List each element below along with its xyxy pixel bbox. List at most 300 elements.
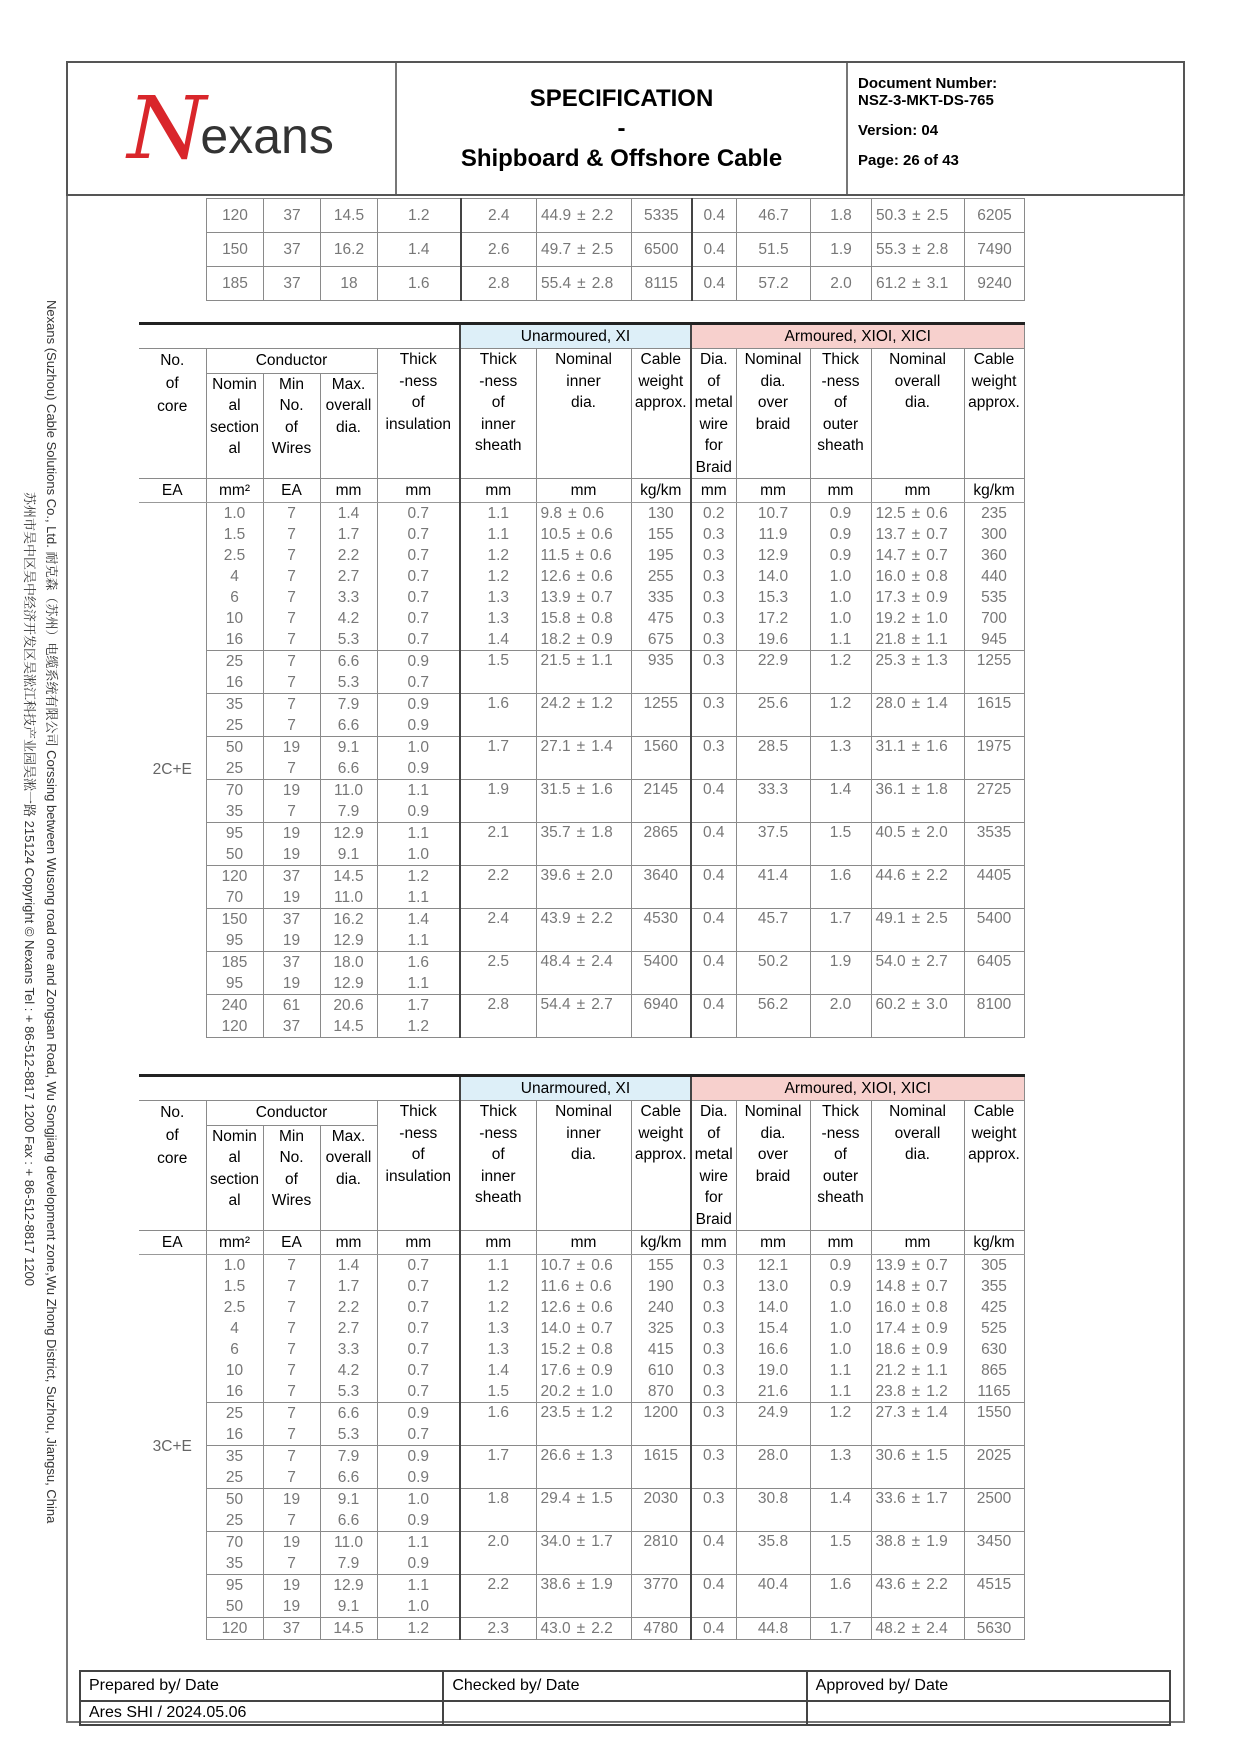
unit-label: mm: [460, 479, 536, 503]
spacer: [139, 324, 460, 349]
plus-minus-sign: ±: [576, 1256, 586, 1274]
armoured-weight: 700: [964, 608, 1024, 629]
conductor-max-dia: 6.6: [320, 1403, 377, 1425]
plus-minus-sign: ±: [576, 1340, 586, 1358]
inner-dia-value: 15.2: [540, 1340, 571, 1358]
conductor-max-dia: 6.6: [320, 1467, 377, 1489]
conductor-section: 240: [206, 995, 263, 1017]
conductor-max-dia: 12.9: [320, 823, 377, 845]
overall-dia-tolerance: 2.5: [926, 910, 948, 927]
overall-dia-tolerance: 3.1: [926, 274, 949, 292]
plus-minus-sign: ±: [576, 953, 586, 970]
armoured-weight: 1255: [964, 651, 1024, 694]
inner-sheath: 1.1: [460, 524, 536, 545]
outer-sheath: 1.6: [810, 866, 871, 909]
conductor-max-dia: 5.3: [320, 629, 377, 651]
plus-minus-sign: ±: [576, 652, 586, 669]
unarmoured-weight: 1560: [631, 737, 691, 780]
insulation-thickness: 1.2: [377, 1618, 460, 1640]
title-cell: [397, 63, 848, 194]
conductor-section: 25: [206, 1467, 263, 1489]
plus-minus-sign: ±: [911, 1277, 921, 1295]
plus-minus-sign: ±: [568, 504, 577, 522]
plus-minus-sign: ±: [576, 1319, 586, 1337]
table-row: [139, 1618, 1024, 1640]
armoured-weight: 4515: [964, 1575, 1024, 1618]
braid-wire-dia: 0.4: [692, 199, 737, 233]
conductor-wires: 7: [263, 1276, 320, 1297]
inner-sheath: 2.2: [460, 1575, 536, 1618]
inner-sheath: 2.8: [461, 267, 537, 301]
overall-dia-value: 18.6: [875, 1340, 906, 1358]
table-row: [139, 1339, 1024, 1360]
table-row: [139, 1318, 1024, 1339]
inner-dia-value: 34.0: [540, 1533, 571, 1550]
table-row: [139, 608, 1024, 629]
conductor-max-dia: 16.2: [321, 233, 378, 267]
insulation-thickness: 0.7: [377, 1297, 460, 1318]
armoured-weight: 6405: [964, 952, 1024, 995]
overall-dia-tolerance: 1.0: [926, 609, 948, 627]
plus-minus-sign: ±: [576, 695, 586, 712]
conductor-section: 70: [206, 1532, 263, 1554]
inner-dia-value: 13.9: [540, 588, 571, 606]
unit-label: mm: [736, 479, 810, 503]
inner-dia-value: 43.0: [540, 1619, 571, 1637]
insulation-thickness: 0.7: [377, 1339, 460, 1360]
inner-dia-tolerance: 1.7: [591, 1533, 613, 1550]
inner-dia: [536, 1532, 631, 1575]
table-row: [139, 1489, 1024, 1511]
unit-label: kg/km: [964, 1231, 1024, 1255]
group-unarmoured: Unarmoured, XI: [460, 1076, 691, 1101]
conductor-wires: 19: [263, 823, 320, 845]
outer-sheath: 1.0: [810, 1297, 871, 1318]
inner-dia: [536, 694, 631, 737]
inner-dia: [536, 545, 631, 566]
braid-wire-dia: 0.4: [692, 267, 737, 301]
braid-wire-dia: 0.3: [691, 651, 736, 694]
conductor-section: 50: [206, 844, 263, 866]
unarmoured-weight: 1255: [631, 694, 691, 737]
overall-dia: [871, 587, 964, 608]
braid-dia: 37.5: [736, 823, 810, 866]
col-wire-dia: Dia. of metal wire for Braid: [691, 349, 736, 479]
overall-dia-tolerance: 1.6: [926, 738, 948, 755]
braid-wire-dia: 0.3: [691, 1403, 736, 1446]
insulation-thickness: 1.0: [377, 1596, 460, 1618]
inner-dia-value: 54.4: [540, 996, 571, 1013]
braid-wire-dia: 0.3: [691, 1255, 736, 1277]
overall-dia: [871, 651, 964, 694]
conductor-wires: 7: [263, 801, 320, 823]
outer-sheath: 1.9: [811, 233, 872, 267]
inner-dia-tolerance: 0.7: [591, 1319, 613, 1337]
col-section: Nomin al section al: [206, 1125, 263, 1230]
document-header: [66, 61, 1185, 196]
overall-dia-value: 61.2: [876, 274, 907, 292]
inner-dia-tolerance: 2.4: [591, 953, 613, 970]
inner-dia-value: 23.5: [540, 1404, 571, 1421]
overall-dia-tolerance: 0.7: [926, 546, 948, 564]
armoured-weight: 440: [964, 566, 1024, 587]
unit-label: mm: [871, 479, 964, 503]
plus-minus-sign: ±: [912, 206, 921, 224]
core-label: 2C+E: [152, 761, 192, 779]
unarmoured-weight: 325: [631, 1318, 691, 1339]
inner-dia: [536, 780, 631, 823]
insulation-thickness: 1.4: [377, 909, 460, 931]
col-section: Nomin al section al: [206, 373, 263, 478]
overall-dia-value: 36.1: [875, 781, 906, 798]
inner-sheath: 1.4: [460, 629, 536, 651]
overall-dia-value: 12.5: [875, 504, 906, 522]
plus-minus-sign: ±: [911, 588, 921, 606]
inner-dia-value: 11.5: [540, 546, 570, 564]
insulation-thickness: 0.7: [377, 608, 460, 629]
unit-label: EA: [263, 1231, 320, 1255]
conductor-section: 185: [207, 267, 264, 301]
unarmoured-weight: 4780: [631, 1618, 691, 1640]
conductor-max-dia: 14.5: [320, 1618, 377, 1640]
braid-wire-dia: 0.3: [691, 1489, 736, 1532]
inner-dia: [536, 737, 631, 780]
conductor-wires: 19: [263, 844, 320, 866]
page-number: Page: 26 of 43: [858, 152, 959, 169]
inner-sheath: 1.2: [460, 566, 536, 587]
col-conductor: Conductor: [206, 1101, 377, 1126]
col-overall-dia: Nominal overall dia.: [871, 1101, 964, 1231]
armoured-weight: 2725: [964, 780, 1024, 823]
inner-dia: [536, 1339, 631, 1360]
inner-sheath: 1.3: [460, 1339, 536, 1360]
logo-cell: [68, 63, 397, 194]
insulation-thickness: 1.1: [377, 930, 460, 952]
armoured-weight: 300: [964, 524, 1024, 545]
plus-minus-sign: ±: [911, 525, 921, 543]
plus-minus-sign: ±: [911, 1576, 921, 1593]
inner-dia: [536, 1575, 631, 1618]
table-row: [139, 1403, 1024, 1425]
conductor-wires: 7: [263, 694, 320, 716]
armoured-weight: 2500: [964, 1489, 1024, 1532]
overall-dia: [871, 1276, 964, 1297]
conductor-wires: 7: [263, 1297, 320, 1318]
inner-sheath: 2.1: [460, 823, 536, 866]
inner-dia-value: 10.5: [540, 525, 571, 543]
armoured-weight: 2025: [964, 1446, 1024, 1489]
conductor-section: 1.5: [206, 1276, 263, 1297]
overall-dia-value: 14.8: [875, 1277, 906, 1295]
conductor-max-dia: 7.9: [320, 801, 377, 823]
conductor-max-dia: 9.1: [320, 1596, 377, 1618]
inner-dia-tolerance: 2.7: [591, 996, 613, 1013]
unarmoured-weight: 155: [631, 524, 691, 545]
insulation-thickness: 1.6: [377, 952, 460, 974]
armoured-weight: 9240: [965, 267, 1025, 301]
side-address-en: Nexans (Suzhou) Cable Solutions Co., Ltd. 耐克森（苏州）电缆系统有限公司 Corssing between Wusong road one and Zongsan Road, Wu Songjiang development zone,Wu Zhong District, Suzhou, Jiangsu, China: [44, 300, 59, 1524]
inner-dia-value: 21.5: [540, 652, 571, 669]
conductor-wires: 61: [263, 995, 320, 1017]
conductor-section: 4: [206, 1318, 263, 1339]
plus-minus-sign: ±: [575, 546, 585, 564]
group-armoured: Armoured, XIOI, XICI: [691, 1076, 1024, 1101]
unarmoured-weight: 935: [631, 651, 691, 694]
inner-sheath: 1.5: [460, 651, 536, 694]
plus-minus-sign: ±: [576, 1298, 586, 1316]
unit-label: mm: [691, 479, 736, 503]
conductor-max-dia: 14.5: [320, 866, 377, 888]
outer-sheath: 1.2: [810, 1403, 871, 1446]
overall-dia-value: 55.3: [876, 240, 907, 258]
plus-minus-sign: ±: [911, 1361, 921, 1379]
table-row: [139, 1276, 1024, 1297]
inner-dia-tolerance: 1.3: [591, 1447, 613, 1464]
inner-dia: [536, 1297, 631, 1318]
inner-dia-tolerance: 2.2: [591, 206, 614, 224]
inner-sheath: 1.3: [460, 587, 536, 608]
plus-minus-sign: ±: [576, 525, 586, 543]
unit-label: EA: [139, 1231, 206, 1255]
prepared-by-value: Ares SHI / 2024.05.06: [80, 1701, 443, 1725]
plus-minus-sign: ±: [911, 738, 921, 755]
insulation-thickness: 1.1: [377, 887, 460, 909]
inner-dia-tolerance: 0.7: [591, 588, 613, 606]
inner-dia: [536, 995, 631, 1038]
insulation-thickness: 0.7: [377, 629, 460, 651]
insulation-thickness: 0.9: [377, 801, 460, 823]
overall-dia-value: 21.8: [875, 630, 906, 648]
overall-dia-value: 17.4: [875, 1319, 906, 1337]
conductor-wires: 7: [263, 1255, 320, 1277]
conductor-wires: 19: [263, 1489, 320, 1511]
conductor-wires: 7: [263, 1553, 320, 1575]
table-row: [139, 1297, 1024, 1318]
unit-label: EA: [139, 479, 206, 503]
overall-dia-tolerance: 1.7: [926, 1490, 948, 1507]
conductor-max-dia: 6.6: [320, 651, 377, 673]
overall-dia-tolerance: 2.0: [926, 824, 948, 841]
braid-dia: 30.8: [736, 1489, 810, 1532]
plus-minus-sign: ±: [911, 996, 921, 1013]
plus-minus-sign: ±: [576, 1576, 586, 1593]
overall-dia: [871, 1532, 964, 1575]
overall-dia-value: 19.2: [875, 609, 906, 627]
nexans-logo: [127, 78, 334, 179]
unit-label: mm: [810, 479, 871, 503]
plus-minus-sign: ±: [576, 1490, 586, 1507]
plus-minus-sign: ±: [576, 910, 586, 927]
unit-label: EA: [263, 479, 320, 503]
inner-dia-tolerance: 1.0: [591, 1382, 613, 1400]
braid-dia: 17.2: [736, 608, 810, 629]
overall-dia-tolerance: 0.7: [926, 1256, 948, 1274]
inner-dia: [536, 823, 631, 866]
plus-minus-sign: ±: [577, 274, 586, 292]
conductor-section: 16: [206, 1381, 263, 1403]
insulation-thickness: 0.9: [377, 1446, 460, 1468]
overall-dia-tolerance: 0.8: [926, 1298, 948, 1316]
approved-by-label: Approved by/ Date: [807, 1671, 1170, 1701]
col-arm-weight: Cable weight approx.: [964, 349, 1024, 479]
conductor-wires: 7: [263, 758, 320, 780]
approved-by-value: [807, 1701, 1170, 1725]
conductor-max-dia: 6.6: [320, 715, 377, 737]
overall-dia-value: 17.3: [875, 588, 906, 606]
overall-dia-tolerance: 1.2: [926, 1382, 948, 1400]
overall-dia: [871, 1575, 964, 1618]
col-wires: Min No. of Wires: [263, 373, 320, 478]
conductor-max-dia: 12.9: [320, 930, 377, 952]
outer-sheath: 1.0: [810, 608, 871, 629]
braid-wire-dia: 0.3: [691, 694, 736, 737]
conductor-wires: 37: [263, 909, 320, 931]
unarmoured-weight: 8115: [632, 267, 692, 301]
table-row: [139, 952, 1024, 974]
inner-sheath: 1.6: [460, 1403, 536, 1446]
document-number: NSZ-3-MKT-DS-765: [858, 92, 994, 109]
outer-sheath: 1.9: [810, 952, 871, 995]
braid-wire-dia: 0.4: [691, 1532, 736, 1575]
unit-label: mm: [460, 1231, 536, 1255]
armoured-weight: 535: [964, 587, 1024, 608]
armoured-weight: 1975: [964, 737, 1024, 780]
unit-label: mm: [810, 1231, 871, 1255]
conductor-max-dia: 14.5: [320, 1016, 377, 1038]
insulation-thickness: 1.1: [377, 823, 460, 845]
core-label: 3C+E: [152, 1438, 192, 1456]
inner-sheath: 2.0: [460, 1532, 536, 1575]
armoured-weight: 5630: [964, 1618, 1024, 1640]
table-row: [139, 1381, 1024, 1403]
outer-sheath: 0.9: [810, 1276, 871, 1297]
overall-dia: [871, 524, 964, 545]
insulation-thickness: 0.9: [377, 758, 460, 780]
overall-dia: [871, 1255, 964, 1277]
conductor-section: 50: [206, 1489, 263, 1511]
braid-wire-dia: 0.3: [691, 566, 736, 587]
unit-label: mm: [691, 1231, 736, 1255]
unarmoured-weight: 335: [631, 587, 691, 608]
unit-label: kg/km: [631, 1231, 691, 1255]
conductor-wires: 7: [263, 1446, 320, 1468]
inner-dia-value: 14.0: [540, 1319, 571, 1337]
armoured-weight: 425: [964, 1297, 1024, 1318]
table-row: [139, 780, 1024, 802]
braid-dia: 51.5: [737, 233, 811, 267]
meta-cell: [848, 63, 1183, 194]
plus-minus-sign: ±: [911, 1490, 921, 1507]
unarmoured-weight: 195: [631, 545, 691, 566]
conductor-section: 95: [206, 930, 263, 952]
overall-dia-value: 60.2: [875, 996, 906, 1013]
braid-dia: 40.4: [736, 1575, 810, 1618]
inner-dia: [536, 651, 631, 694]
plus-minus-sign: ±: [576, 1361, 586, 1379]
conductor-wires: 19: [263, 1596, 320, 1618]
plus-minus-sign: ±: [911, 504, 921, 522]
overall-dia-tolerance: 2.2: [926, 1576, 948, 1593]
overall-dia-value: 49.1: [875, 910, 906, 927]
armoured-weight: 5400: [964, 909, 1024, 952]
unarmoured-weight: 3770: [631, 1575, 691, 1618]
overall-dia-tolerance: 0.9: [926, 1319, 948, 1337]
braid-dia: 41.4: [736, 866, 810, 909]
braid-dia: 44.8: [736, 1618, 810, 1640]
inner-dia-value: 20.2: [540, 1382, 571, 1400]
conductor-section: 16: [206, 672, 263, 694]
overall-dia-tolerance: 2.5: [926, 206, 949, 224]
conductor-wires: 7: [263, 1467, 320, 1489]
overall-dia: [871, 823, 964, 866]
col-wire-dia: Dia. of metal wire for Braid: [691, 1101, 736, 1231]
insulation-thickness: 0.7: [377, 566, 460, 587]
outer-sheath: 1.1: [810, 1360, 871, 1381]
inner-sheath: 1.8: [460, 1489, 536, 1532]
continuation-table: [206, 198, 1025, 301]
plus-minus-sign: ±: [576, 824, 586, 841]
overall-dia: [871, 608, 964, 629]
signoff-table: [79, 1670, 1171, 1726]
overall-dia: [871, 952, 964, 995]
inner-dia-tolerance: 0.6: [591, 1298, 613, 1316]
conductor-section: 4: [206, 566, 263, 587]
overall-dia-tolerance: 1.9: [926, 1533, 948, 1550]
armoured-weight: 305: [964, 1255, 1024, 1277]
conductor-section: 185: [206, 952, 263, 974]
unarmoured-weight: 475: [631, 608, 691, 629]
inner-sheath: 1.1: [460, 503, 536, 525]
overall-dia-tolerance: 0.7: [926, 1277, 948, 1295]
braid-dia: 57.2: [737, 267, 811, 301]
armoured-weight: 865: [964, 1360, 1024, 1381]
unarmoured-weight: 4530: [631, 909, 691, 952]
braid-wire-dia: 0.3: [691, 1381, 736, 1403]
table-row: [139, 629, 1024, 651]
outer-sheath: 1.8: [811, 199, 872, 233]
inner-dia-tolerance: 2.2: [591, 1619, 613, 1637]
insulation-thickness: 1.1: [377, 780, 460, 802]
conductor-wires: 7: [263, 1510, 320, 1532]
unarmoured-weight: 1200: [631, 1403, 691, 1446]
outer-sheath: 1.3: [810, 737, 871, 780]
conductor-section: 150: [206, 909, 263, 931]
group-unarmoured: Unarmoured, XI: [460, 324, 691, 349]
checked-by-label: Checked by/ Date: [443, 1671, 806, 1701]
unarmoured-weight: 6940: [631, 995, 691, 1038]
braid-dia: 24.9: [736, 1403, 810, 1446]
inner-sheath: 1.1: [460, 1255, 536, 1277]
plus-minus-sign: ±: [576, 1447, 586, 1464]
plus-minus-sign: ±: [911, 824, 921, 841]
braid-dia: 12.9: [736, 545, 810, 566]
outer-sheath: 0.9: [810, 545, 871, 566]
unit-label: kg/km: [631, 479, 691, 503]
conductor-section: 120: [206, 866, 263, 888]
braid-wire-dia: 0.3: [691, 629, 736, 651]
conductor-max-dia: 1.7: [320, 1276, 377, 1297]
unarmoured-weight: 130: [631, 503, 691, 525]
nexans-logo-mark-icon: N: [127, 78, 201, 179]
braid-wire-dia: 0.4: [691, 780, 736, 823]
insulation-thickness: 0.7: [377, 1424, 460, 1446]
conductor-section: 120: [206, 1618, 263, 1640]
inner-dia: [537, 267, 632, 301]
conductor-wires: 7: [263, 1424, 320, 1446]
unit-label: mm: [736, 1231, 810, 1255]
inner-sheath: 1.7: [460, 737, 536, 780]
braid-dia: 13.0: [736, 1276, 810, 1297]
